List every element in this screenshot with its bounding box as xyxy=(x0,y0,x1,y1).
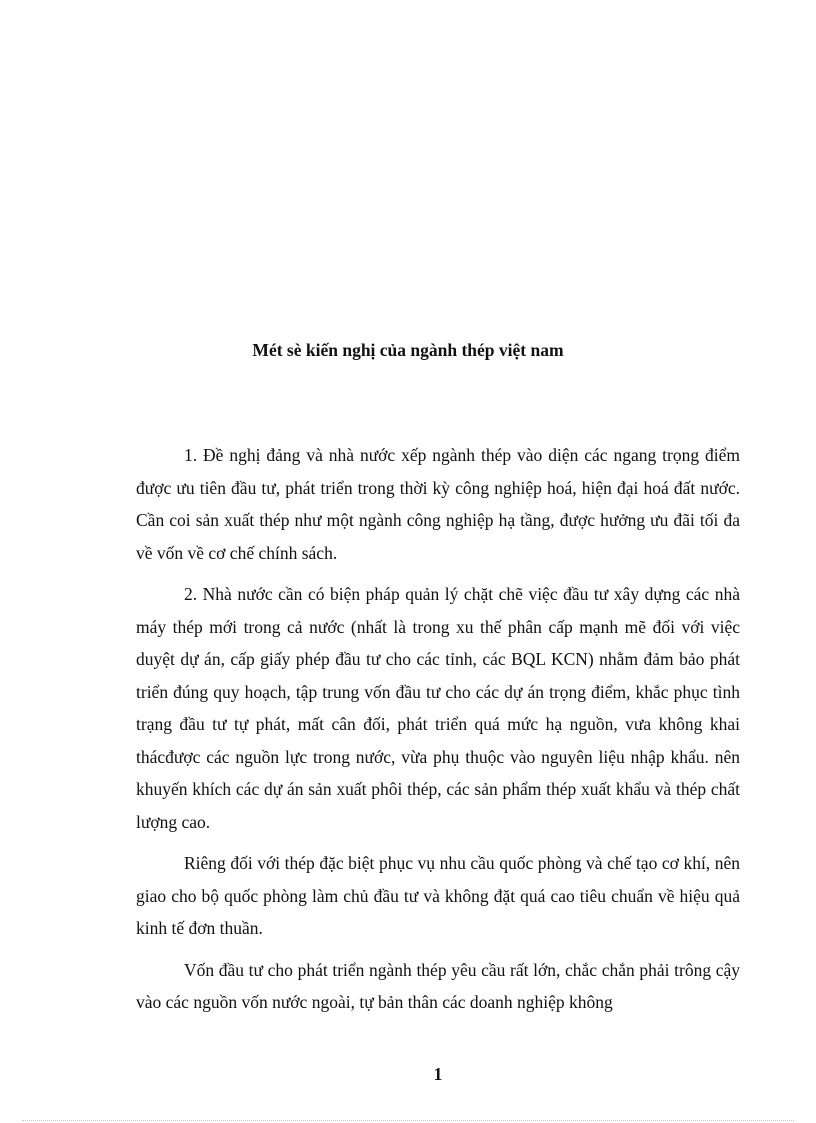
paragraph-1: 1. Đề nghị đảng và nhà nước xếp ngành thép vào diện các ngang trọng điểm được ưu tiên đầu tư, phát triển trong thời kỳ công nghiệp hoá, hiện đại hoá đất nước. Cần coi sản xuất thép như một ngành công nghiệp hạ tầng, được hưởng ưu đãi tối đa về vốn về cơ chế chính sách. xyxy=(136,445,740,563)
paragraph-2: 2. Nhà nước cần có biện pháp quản lý chặt chẽ việc đầu tư xây dựng các nhà máy thép mới trong cả nước (nhất là trong xu thế phân cấp mạnh mẽ đối với việc duyệt dự án, cấp giấy phép đầu tư cho các tỉnh, các BQL KCN) nhằm đảm bảo phát triển đúng quy hoạch, tập trung vốn đầu tư cho các dự án trọng điểm, khắc phục tình trạng đầu tư tự phát, mất cân đối, phát triển quá mức hạ nguồn, vưa không khai thácđược các nguồn lực trong nước, vừa phụ thuộc vào nguyên liệu nhập khẩu. nên khuyến khích các dự án sản xuất phôi thép, các sản phẩm thép xuất khẩu và thép chất lượng cao. xyxy=(136,584,740,832)
page-bottom-divider xyxy=(22,1120,794,1121)
document-body xyxy=(136,439,740,1028)
paragraph-4: Vốn đầu tư cho phát triển ngành thép yêu cầu rất lớn, chắc chắn phải trông cậy vào các nguồn vốn nước ngoài, tự bản thân các doanh nghiệp không xyxy=(136,959,740,1012)
page-number: 1 xyxy=(433,1064,443,1084)
paragraph-3: Riêng đối với thép đặc biệt phục vụ nhu cầu quốc phòng và chế tạo cơ khí, nên giao cho bộ quốc phòng làm chủ đầu tư và không đặt quá cao tiêu chuẩn về hiệu quả kinh tế đơn thuần. xyxy=(136,853,740,938)
document-title: Mét sè kiến nghị của ngành thép việt nam xyxy=(252,340,564,360)
